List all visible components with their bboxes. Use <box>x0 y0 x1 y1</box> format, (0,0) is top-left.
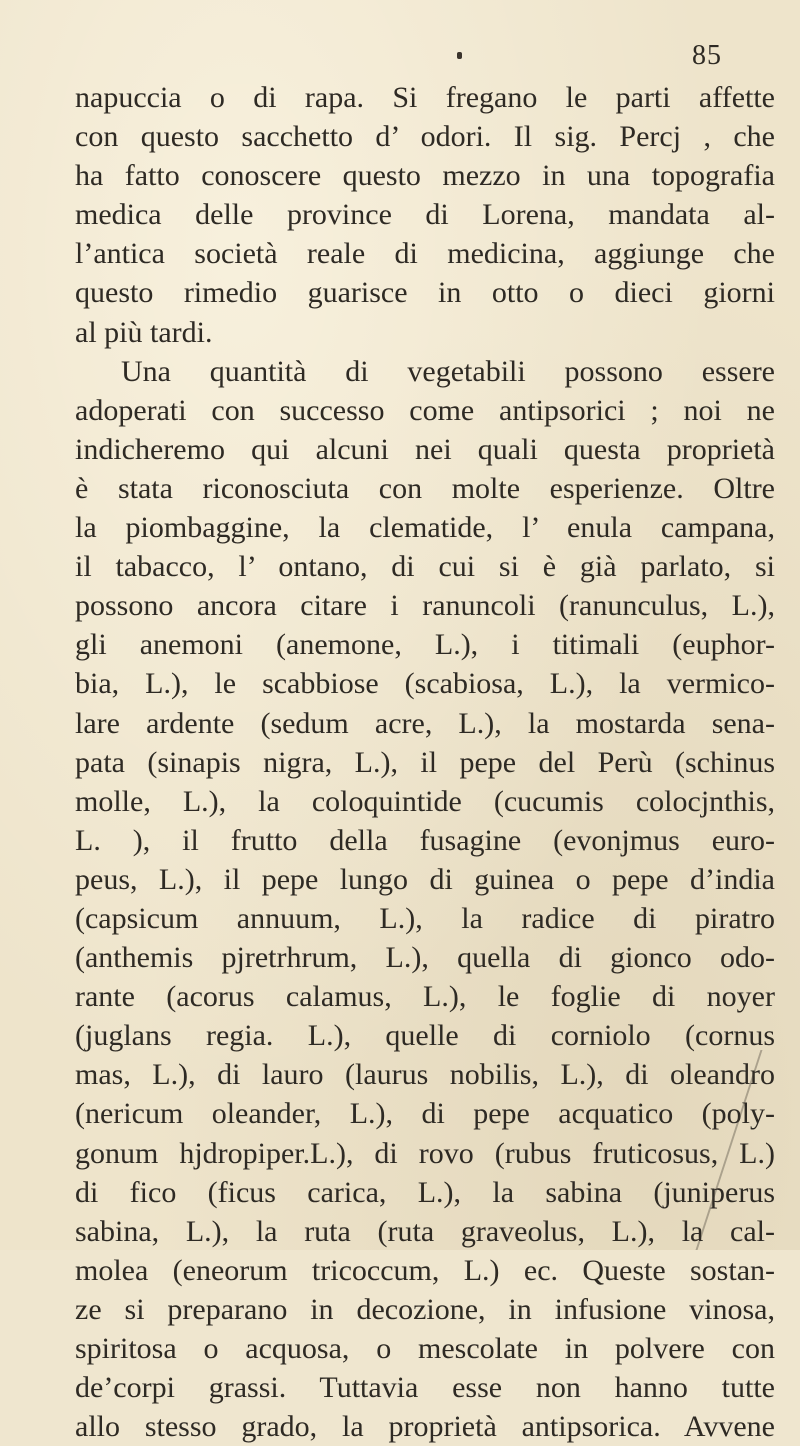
text-line: gli anemoni (anemone, L.), i titimali (euphor- <box>75 628 775 662</box>
text-line: adoperati con successo come antipsorici ; noi ne <box>75 393 775 427</box>
text-line: ze si preparano in decozione, in infusione vinosa, <box>75 1292 775 1326</box>
text-line: (anthemis pjretrhrum, L.), quella di gionco odo- <box>75 941 775 975</box>
text-line: spiritosa o acquosa, o mescolate in polvere con <box>75 1332 775 1365</box>
text-line: indicheremo qui alcuni nei quali questa proprietà <box>75 432 775 466</box>
paragraph-start-line: Una quantità di vegetabili possono essere <box>121 354 775 388</box>
text-line: l’antica società reale di medicina, aggiunge che <box>75 237 775 271</box>
text-line: medica delle province di Lorena, mandata al- <box>75 198 775 232</box>
text-line: (juglans regia. L.), quelle di corniolo (cornus <box>75 1019 775 1053</box>
ink-speck <box>457 52 462 59</box>
text-line: allo stesso grado, la proprietà antipsorica. Avvene <box>75 1410 775 1444</box>
text-line: L. ), il frutto della fusagine (evonjmus euro- <box>75 823 775 857</box>
text-line: questo rimedio guarisce in otto o dieci giorni <box>75 276 775 310</box>
text-line: sabina, L.), la ruta (ruta graveolus, L.), la cal- <box>75 1214 775 1248</box>
text-line: peus, L.), il pepe lungo di guinea o pepe d’india <box>75 862 775 896</box>
text-line: al più tardi. <box>75 315 213 349</box>
text-line: bia, L.), le scabbiose (scabiosa, L.), la vermico- <box>75 667 775 701</box>
page-number: 85 <box>692 40 722 71</box>
body-text <box>75 78 775 1446</box>
text-line: napuccia o di rapa. Si fregano le parti affette <box>75 81 775 114</box>
text-line: possono ancora citare i ranuncoli (ranunculus, L.), <box>75 589 775 623</box>
text-line: rante (acorus calamus, L.), le foglie di noyer <box>75 980 775 1014</box>
text-line: (nericum oleander, L.), di pepe acquatico (poly- <box>75 1097 775 1131</box>
text-line: molle, L.), la coloquintide (cucumis colocjnthis, <box>75 784 775 818</box>
text-line: lare ardente (sedum acre, L.), la mostarda sena- <box>75 706 775 740</box>
text-line: pata (sinapis nigra, L.), il pepe del Perù (schinus <box>75 745 775 779</box>
text-line: mas, L.), di lauro (laurus nobilis, L.), di oleandro <box>75 1058 775 1092</box>
text-line: con questo sacchetto d’ odori. Il sig. Percj , che <box>75 120 775 154</box>
text-line: di fico (ficus carica, L.), la sabina (juniperus <box>75 1175 775 1209</box>
text-line: gonum hjdropiper.L.), di rovo (rubus fruticosus, L.) <box>75 1136 775 1170</box>
text-line: il tabacco, l’ ontano, di cui si è già parlato, si <box>75 550 775 584</box>
text-line: molea (eneorum tricoccum, L.) ec. Queste sostan- <box>75 1253 775 1287</box>
text-line: ha fatto conoscere questo mezzo in una topografia <box>75 159 775 193</box>
text-line: de’corpi grassi. Tuttavia esse non hanno tutte <box>75 1371 775 1405</box>
text-line: la piombaggine, la clematide, l’ enula campana, <box>75 511 775 545</box>
text-line: è stata riconosciuta con molte esperienze. Oltre <box>75 471 775 505</box>
text-line: (capsicum annuum, L.), la radice di piratro <box>75 901 775 935</box>
